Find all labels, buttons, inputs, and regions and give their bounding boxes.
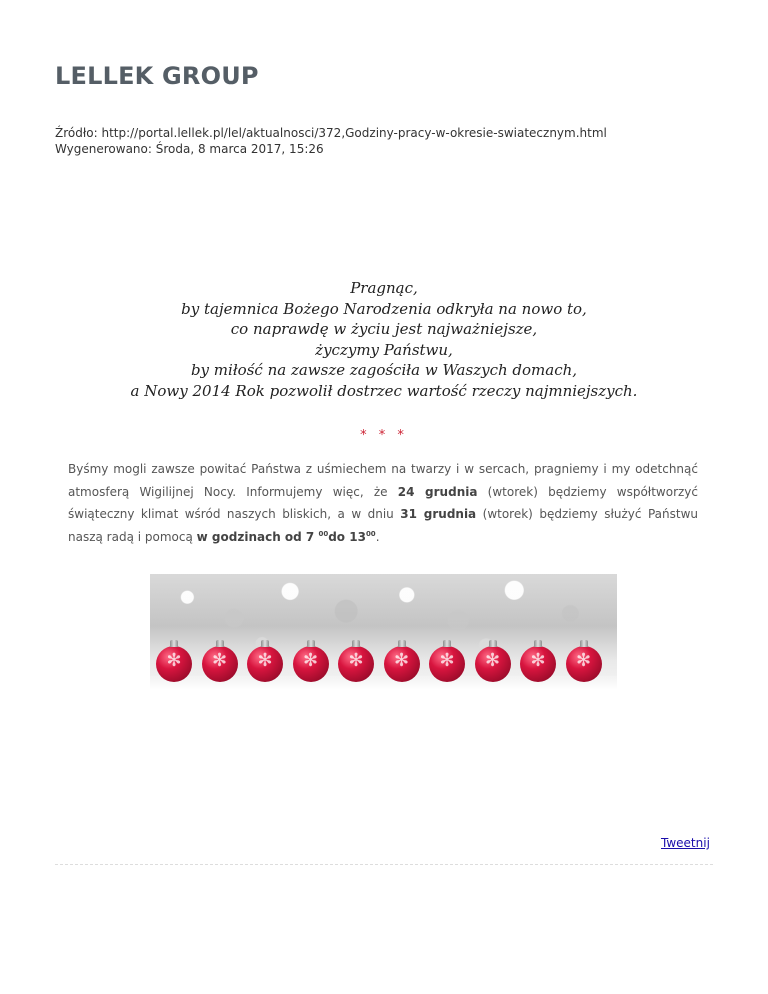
christmas-ornaments-image <box>150 574 617 690</box>
ornament-bauble <box>429 646 465 682</box>
footer-divider <box>55 864 713 865</box>
ornament-bauble <box>520 646 556 682</box>
greeting-line: by miłość na zawsze zagościła w Waszych domach, <box>190 361 578 379</box>
ornament-bauble <box>202 646 238 682</box>
greeting-poem <box>0 278 768 401</box>
separator-stars: * * * <box>360 428 408 443</box>
date-24-december: 24 grudnia <box>397 484 478 499</box>
paragraph-text: Byśmy mogli zawsze powitać Państwa z uśmiechem na twarzy i w sercach, pragniemy i my odetchnąć atmosferą Wigilijnej Nocy. Informujemy więc, że <box>68 462 698 499</box>
ornament-bauble <box>338 646 374 682</box>
greeting-line: życzymy Państwu, <box>315 340 453 359</box>
greeting-line: co naprawdę w życiu jest najważniejsze, <box>230 320 538 338</box>
page-title: LELLEK GROUP <box>55 62 259 90</box>
greeting-line: Pragnąc, <box>350 279 418 297</box>
opening-hours: w godzinach od 7 $^{00}$do $13^{00}$ <box>196 529 376 544</box>
date-31-december: 31 grudnia <box>400 507 477 521</box>
ornament-bauble <box>384 646 420 682</box>
paragraph-text: (wtorek) będziemy współtworzyć świąteczny klimat wśród naszych bliskich, a w dniu <box>68 484 698 521</box>
greeting-line: by tajemnica Bożego Narodzenia odkryła na nowo to, <box>181 299 587 318</box>
ornament-bauble <box>247 646 283 682</box>
ornament-bauble <box>293 646 329 682</box>
greeting-line: a Nowy 2014 Rok pozwolił dostrzec wartość rzeczy najmniejszych. <box>130 381 638 400</box>
generated-line: Wygenerowano: Środa, 8 marca 2017, 15:26 <box>55 142 324 156</box>
ornament-bauble <box>475 646 511 682</box>
announcement-paragraph: Byśmy mogli zawsze powitać Państwa z uśmiechem na twarzy i w sercach, pragniemy i my odetchnąć atmosferą Wigilijnej Nocy. Informujemy więc, że 24 grudnia (wtorek) będziemy współtworzyć świąteczny klimat wśród naszych bliskich, a w dniu 31 grudnia (wtorek) będziemy służyć Państwu naszą radą i pomocą w godzinach od 7 $^{00}$do $13^{00}$. <box>68 462 698 544</box>
paragraph-text: (wtorek) będziemy służyć Państwu naszą radą i pomocą <box>68 507 698 544</box>
document-meta <box>55 125 607 157</box>
source-line: Źródło: http://portal.lellek.pl/lel/aktualnosci/372,Godziny-pracy-w-okresie-swiatecznym.html <box>55 126 607 140</box>
ornament-bauble <box>156 646 192 682</box>
tweet-link[interactable]: Tweetnij <box>661 836 710 850</box>
ornament-bauble <box>566 646 602 682</box>
